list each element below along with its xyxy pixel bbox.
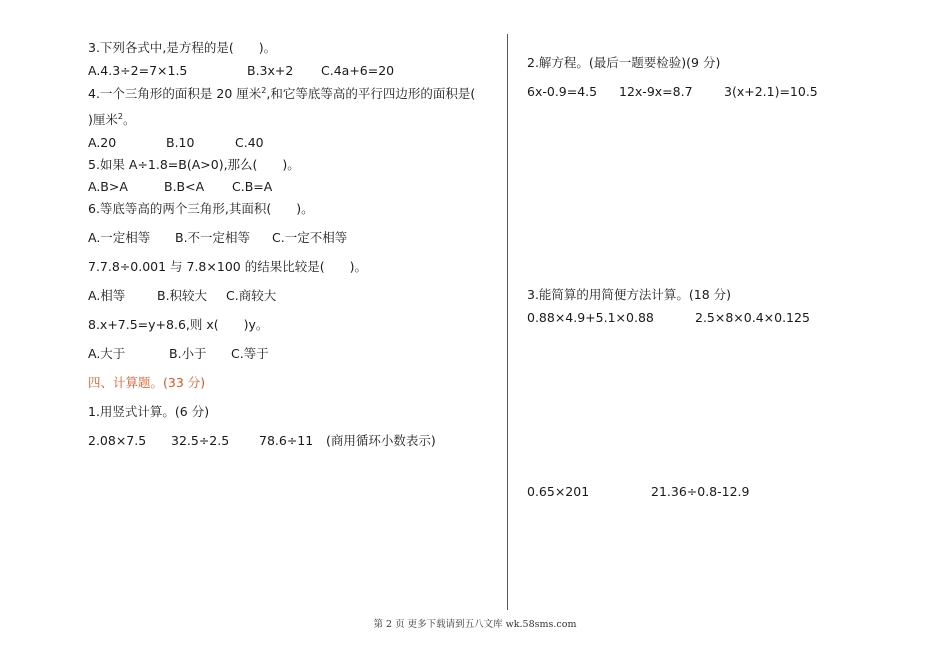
q4-stem-part2: ,和它等底等高的平行四边形的面积是( (266, 86, 476, 101)
q4-stem-cont (88, 112, 136, 128)
q5-option-c: C.B=A (232, 179, 273, 194)
q3-option-c: C.4a+6=20 (321, 63, 395, 78)
q5-options (88, 179, 272, 195)
q7-option-a: A.相等 (88, 288, 126, 303)
q5-option-a: A.B>A (88, 179, 128, 194)
calc-2-title: 2.解方程。(最后一题要检验)(9 分) (527, 55, 721, 70)
q4-stem-part4: 。 (122, 112, 136, 127)
q8-options (88, 346, 269, 362)
q4-superscript-2: 2 (117, 111, 123, 121)
q3-stem: 3.下列各式中,是方程的是( )。 (88, 40, 277, 55)
q7-stem: 7.7.8÷0.001 与 7.8×100 的结果比较是( )。 (88, 259, 367, 274)
calc-1-item-2: 32.5÷2.5 (171, 433, 230, 448)
q8-option-a: A.大于 (88, 346, 126, 361)
q4-option-c: C.40 (235, 135, 264, 150)
calc-3-row-1 (527, 310, 810, 326)
calc-3-item-1: 0.88×4.9+5.1×0.88 (527, 310, 654, 325)
q4-stem-part1: 4.一个三角形的面积是 20 厘米 (88, 86, 262, 101)
calc-3-title: 3.能简算的用简便方法计算。(18 分) (527, 287, 732, 302)
q7-option-c: C.商较大 (226, 288, 277, 303)
calc-1-item-3: 78.6÷11 (259, 433, 314, 448)
q6-option-a: A.一定相等 (88, 230, 151, 245)
calc-2-item-2: 12x-9x=8.7 (619, 84, 693, 99)
q8-stem: 8.x+7.5=y+8.6,则 x( )y。 (88, 317, 269, 332)
calc-2-item-1: 6x-0.9=4.5 (527, 84, 598, 99)
q5-option-b: B.B<A (164, 179, 205, 194)
calc-3-item-3: 0.65×201 (527, 484, 590, 499)
q4-stem-part3: )厘米 (88, 112, 118, 127)
calc-1-title: 1.用竖式计算。(6 分) (88, 404, 210, 419)
page-footer: 第 2 页 更多下载请到五八文库 wk.58sms.com (373, 619, 577, 630)
q3-options (88, 63, 394, 79)
q3-option-b: B.3x+2 (247, 63, 294, 78)
calc-2-items (527, 84, 818, 100)
q4-stem (88, 86, 475, 102)
q8-option-b: B.小于 (169, 346, 207, 361)
q6-option-c: C.一定不相等 (272, 230, 348, 245)
calc-2-item-3: 3(x+2.1)=10.5 (724, 84, 818, 99)
calc-3-row-2 (527, 484, 749, 500)
q8-option-c: C.等于 (231, 346, 269, 361)
q3-option-a: A.4.3÷2=7×1.5 (88, 63, 188, 78)
q6-options (88, 230, 347, 246)
q4-option-a: A.20 (88, 135, 117, 150)
q5-stem: 5.如果 A÷1.8=B(A>0),那么( )。 (88, 157, 300, 172)
q4-superscript: 2 (261, 85, 267, 95)
q7-options (88, 288, 276, 304)
calc-3-item-2: 2.5×8×0.4×0.125 (695, 310, 810, 325)
q4-option-b: B.10 (166, 135, 195, 150)
calc-1-items (88, 433, 436, 449)
q4-options (88, 135, 264, 151)
calc-1-item-1: 2.08×7.5 (88, 433, 147, 448)
calc-3-item-4: 21.36÷0.8-12.9 (651, 484, 750, 499)
calc-1-note: (商用循环小数表示) (326, 433, 436, 448)
column-divider (507, 34, 508, 610)
q7-option-b: B.积较大 (157, 288, 208, 303)
q6-stem: 6.等底等高的两个三角形,其面积( )。 (88, 201, 314, 216)
q6-option-b: B.不一定相等 (175, 230, 251, 245)
section-4-title: 四、计算题。(33 分) (88, 375, 206, 390)
